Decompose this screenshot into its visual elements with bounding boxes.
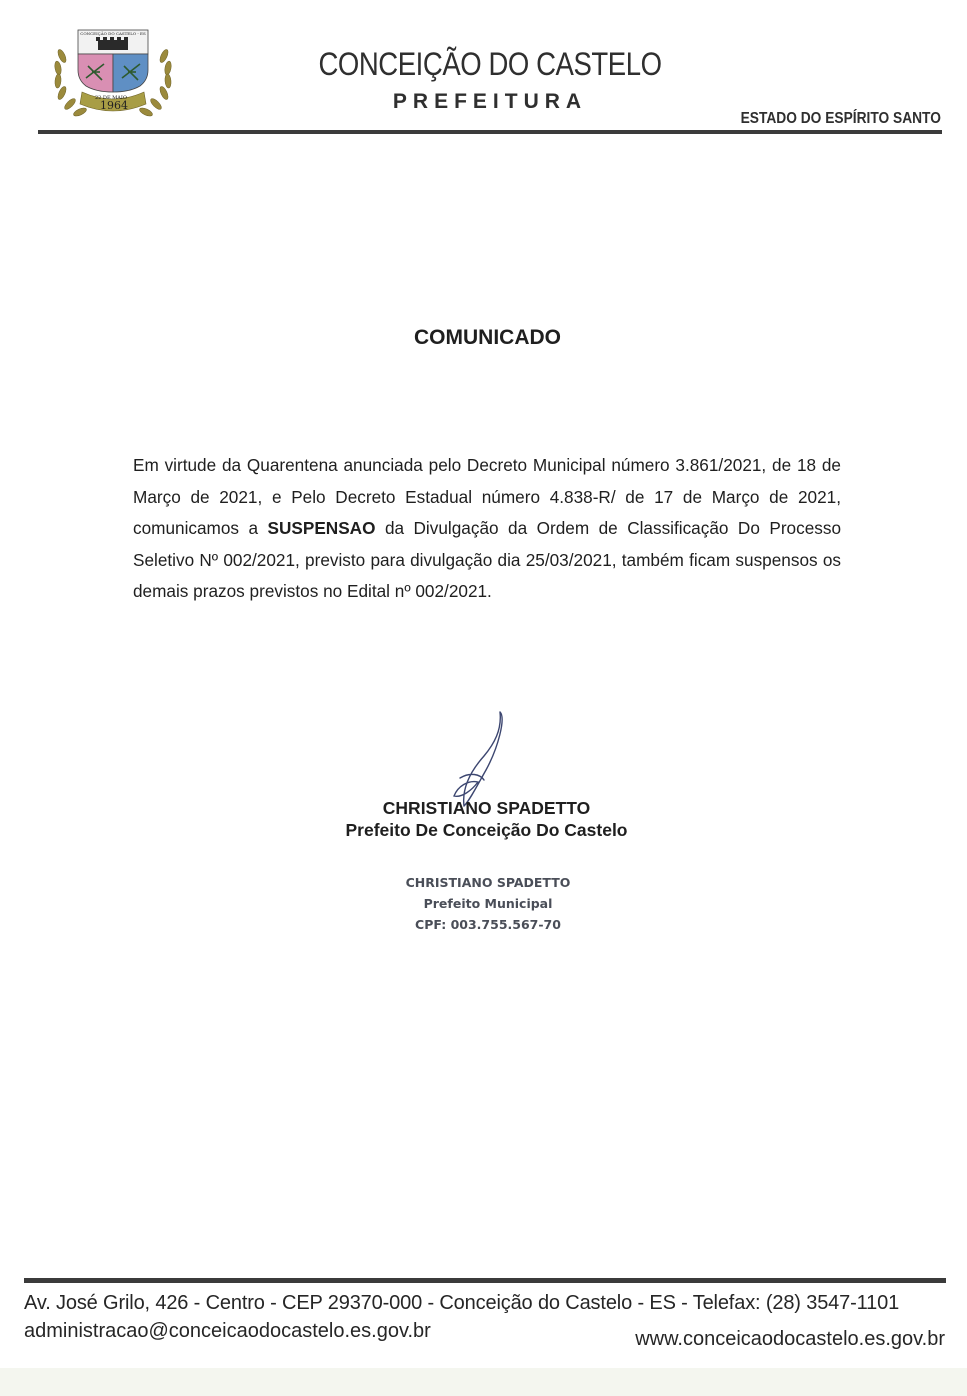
signer-role: Prefeito De Conceição Do Castelo — [345, 820, 628, 840]
city-title: CONCEIÇÃO DO CASTELO — [318, 46, 662, 82]
footer-address: Av. José Grilo, 426 - Centro - CEP 29370-000 - Conceição do Castelo - ES - Telefax: (28) 3547-1101 — [24, 1292, 900, 1314]
crest-year: 1964 — [100, 99, 128, 112]
state-label: ESTADO DO ESPÍRITO SANTO — [740, 110, 941, 127]
handwritten-signature — [440, 708, 520, 810]
stamp-name: CHRISTIANO SPADETTO — [405, 875, 571, 890]
municipal-crest-logo — [48, 26, 178, 124]
official-stamp — [388, 872, 588, 935]
stamp-role: Prefeito Municipal — [423, 896, 553, 911]
body-text-part-2: da Divulgação da Ordem de Classificação Do Processo Seletivo Nº 002/2021, previsto para divulgação dia 25/03/2021, também ficam suspensos os demais prazos previstos no Edital nº 002/2021. — [133, 518, 842, 601]
body-text-emphasis: SUSPENSAO — [267, 518, 376, 538]
header-divider — [38, 130, 942, 134]
city-subtitle: PREFEITURA — [392, 90, 588, 113]
footer-email: administracao@conceicaodocastelo.es.gov.br — [24, 1320, 431, 1342]
stamp-cpf: CPF: 003.755.567-70 — [415, 917, 561, 932]
crest-ribbon-date: 22 DE MAIO — [94, 95, 128, 101]
document-body — [133, 450, 841, 608]
footer-divider — [24, 1278, 946, 1283]
body-text-part-1: Em virtude da Quarentena anunciada pelo Decreto Municipal número 3.861/2021, de 18 de Março de 2021, e Pelo Decreto Estadual número 4.838-R/ de 17 de Março de 2021, comunicamos a — [133, 455, 841, 538]
document-title: COMUNICADO — [414, 326, 561, 349]
signer-name: CHRISTIANO SPADETTO — [382, 798, 591, 818]
footer-website: www.conceicaodocastelo.es.gov.br — [635, 1328, 945, 1350]
scan-bottom-band — [0, 1368, 967, 1396]
crest-top-text: CONCEIÇÃO DO CASTELO - ES — [80, 31, 146, 36]
